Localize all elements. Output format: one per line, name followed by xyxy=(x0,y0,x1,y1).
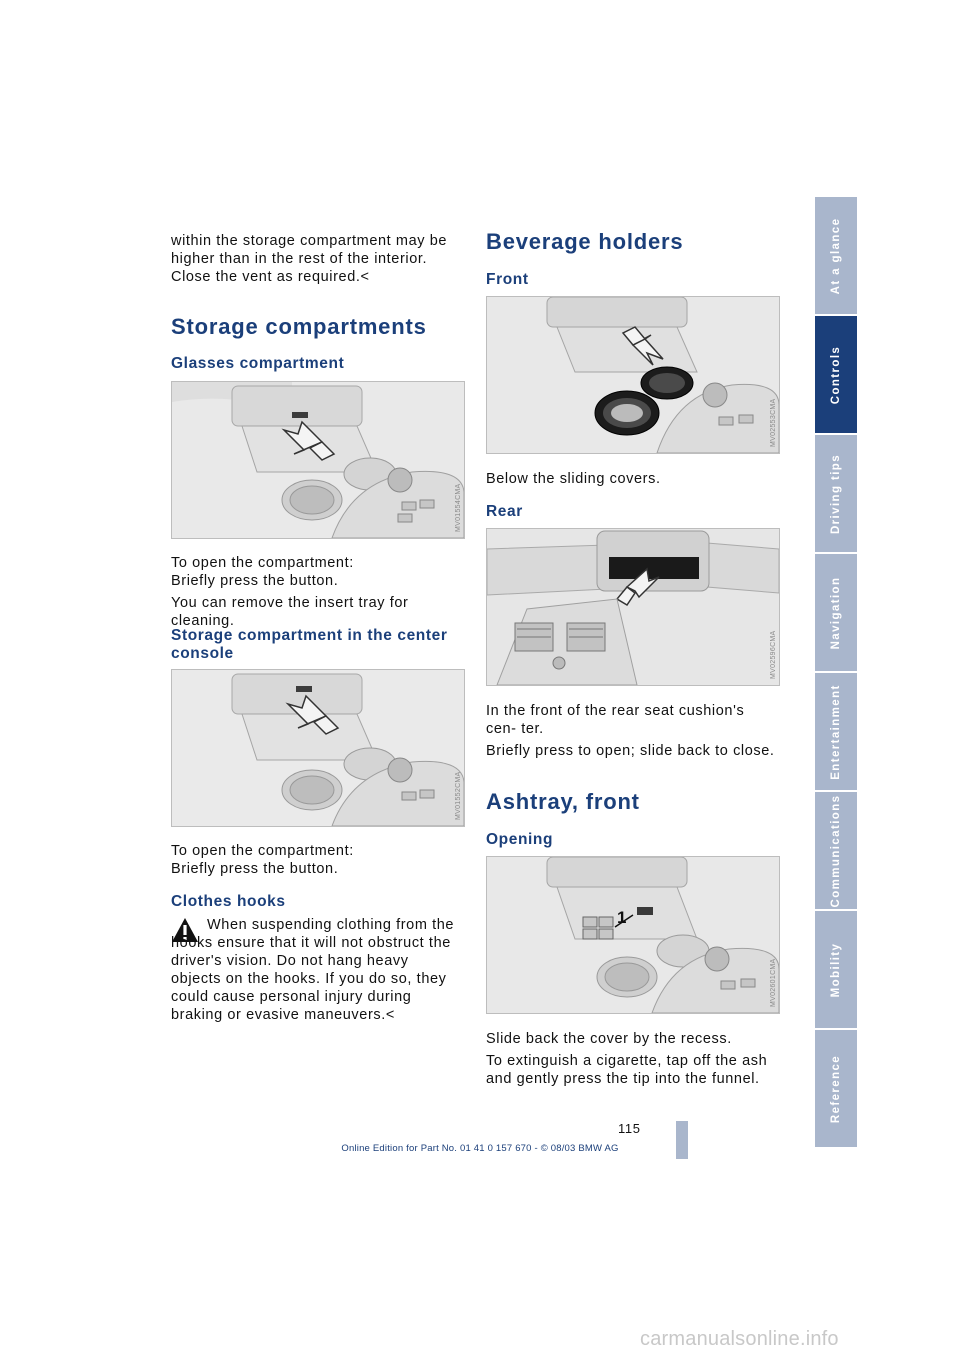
front-beverage-text: Below the sliding covers. xyxy=(486,471,661,487)
figure-code: MV01552CMA xyxy=(455,771,462,820)
rear-beverage-instructions: Briefly press to open; slide back to close. xyxy=(486,743,775,759)
center-console-illustration xyxy=(171,669,465,827)
heading-storage-compartments: Storage compartments xyxy=(171,314,427,339)
heading-front: Front xyxy=(486,271,529,288)
end-marker: < xyxy=(385,1007,395,1023)
tab-navigation[interactable]: Navigation xyxy=(815,554,857,673)
center-console-instructions: To open the compartment: Briefly press the button. xyxy=(171,843,354,877)
page-number: 115 xyxy=(618,1121,641,1136)
tab-entertainment[interactable]: Entertainment xyxy=(815,673,857,792)
glasses-compartment-illustration xyxy=(171,381,465,539)
watermark: carmanualsonline.info xyxy=(640,1328,839,1350)
heading-opening: Opening xyxy=(486,831,554,848)
heading-clothes-hooks: Clothes hooks xyxy=(171,893,286,910)
tab-driving-tips[interactable]: Driving tips xyxy=(815,435,857,554)
intro-paragraph: within the storage compartment may be higher than in the rest of the interior. Close the vent as required.< xyxy=(171,233,448,285)
front-beverage-holder-illustration xyxy=(486,296,780,454)
end-marker: < xyxy=(360,269,370,285)
figure-code: MV01554CMA xyxy=(455,483,462,532)
heading-glasses-compartment: Glasses compartment xyxy=(171,355,345,372)
glasses-instructions: To open the compartment: Briefly press the button. xyxy=(171,555,354,589)
heading-beverage-holders: Beverage holders xyxy=(486,229,684,254)
tab-reference[interactable]: Reference xyxy=(815,1030,857,1149)
glasses-cleaning-note: You can remove the insert tray for cleaning. xyxy=(171,595,409,629)
tab-communications[interactable]: Communications xyxy=(815,792,857,911)
rear-beverage-text: In the front of the rear seat cushion's cen- ter. xyxy=(486,703,745,737)
figure-code: MV02596CMA xyxy=(770,630,777,679)
figure-code: MV02553CMA xyxy=(770,398,777,447)
figure-code: MV02601CMA xyxy=(770,958,777,1007)
edition-footer: Online Edition for Part No. 01 41 0 157 670 - © 08/03 BMW AG xyxy=(341,1143,619,1154)
chapter-tabs xyxy=(815,197,857,1149)
clothes-hooks-warning: When suspending clothing from the hooks ensure that it will not obstruct the driver's vision. Do not hang heavy objects on the hooks. If you do so, they could cause personal injury during braking or evasive maneuvers.< xyxy=(171,917,455,1023)
ashtray-extinguish-text: To extinguish a cigarette, tap off the ash and gently press the tip into the funnel. xyxy=(486,1053,768,1087)
heading-ashtray-front: Ashtray, front xyxy=(486,789,640,814)
tab-mobility[interactable]: Mobility xyxy=(815,911,857,1030)
heading-center-console-compartment: Storage compartment in the center console xyxy=(171,627,448,662)
ashtray-opening-text: Slide back the cover by the recess. xyxy=(486,1031,732,1047)
tab-at-a-glance[interactable]: At a glance xyxy=(815,197,857,316)
tab-controls[interactable]: Controls xyxy=(815,316,857,435)
callout-1: 1 xyxy=(617,908,627,927)
heading-rear: Rear xyxy=(486,503,523,520)
ashtray-illustration xyxy=(486,856,780,1014)
rear-beverage-holder-illustration xyxy=(486,528,780,686)
